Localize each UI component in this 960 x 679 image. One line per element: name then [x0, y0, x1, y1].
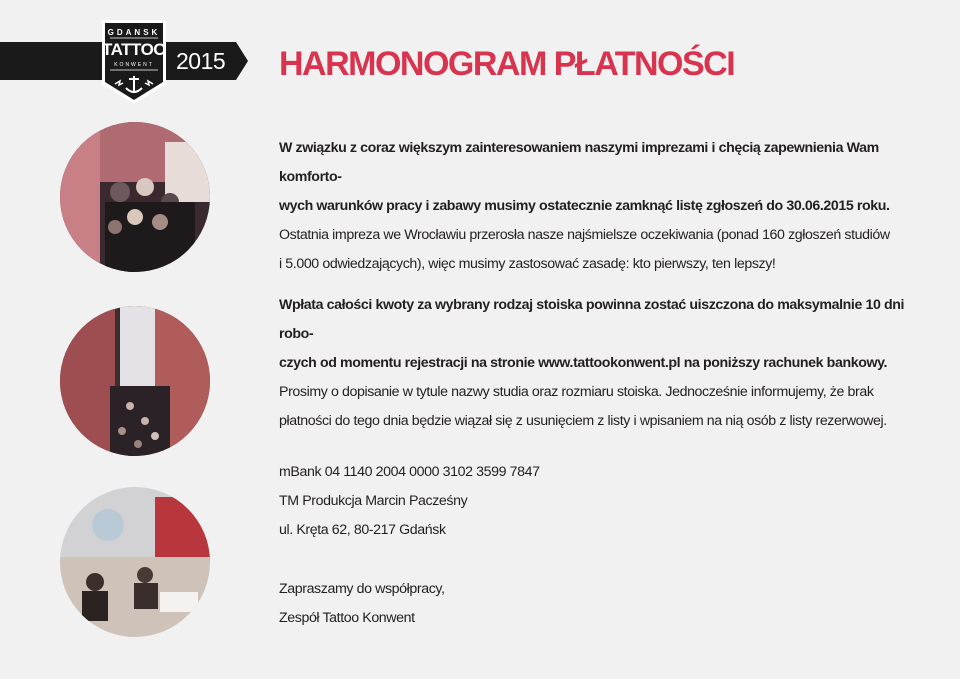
logo-text-top: GDANSK — [107, 28, 161, 37]
bank-account-number: mBank 04 1140 2004 0000 3102 3599 7847 — [279, 464, 540, 480]
document-body — [279, 134, 939, 633]
event-photo-hall-aerial — [60, 306, 210, 456]
closing-signature: Zespół Tattoo Konwent — [279, 610, 415, 626]
payment-bold-line-2: czych od momentu rejestracji na stronie www.tattookonwent.pl na poniższy rachunek bankowy. — [279, 355, 888, 371]
gdansk-tattoo-konwent-logo — [98, 18, 170, 106]
bank-account-holder: TM Produkcja Marcin Pacześny — [279, 493, 468, 509]
paragraph-intro — [279, 134, 939, 279]
year-label: 2015 — [176, 48, 226, 74]
event-photo-crowd-indoor — [60, 122, 210, 272]
logo-text-bottom: KONWENT — [114, 62, 154, 68]
closing-line-1: Zapraszamy do współpracy, — [279, 581, 445, 597]
event-photo-outdoor-lounge — [60, 487, 210, 637]
payment-line-1: Prosimy o dopisanie w tytule nazwy studia oraz rozmiaru stoiska. Jednocześnie informujemy, że brak — [279, 384, 874, 400]
intro-bold-line-1: W związku z coraz większym zainteresowaniem naszymi imprezami i chęcią zapewnienia Wam komforto- — [279, 140, 879, 185]
bank-address: ul. Kręta 62, 80-217 Gdańsk — [279, 522, 446, 538]
payment-bold-line-1: Wpłata całości kwoty za wybrany rodzaj stoiska powinna zostać uiszczona do maksymalnie 10 dni robo- — [279, 297, 905, 342]
page-title: HARMONOGRAM PŁATNOŚCI — [279, 45, 735, 83]
intro-line-2: i 5.000 odwiedzających), więc musimy zastosować zasadę: kto pierwszy, ten lepszy! — [279, 256, 776, 272]
paragraph-payment — [279, 291, 939, 436]
payment-line-2: płatności do tego dnia będzie wiązał się z usunięciem z listy i wpisaniem na nią osób z listy rezerwowej. — [279, 413, 887, 429]
intro-bold-line-2: wych warunków pracy i zabawy musimy ostatecznie zamknąć listę zgłoszeń do 30.06.2015 roku. — [279, 198, 890, 214]
bank-details — [279, 458, 939, 545]
closing — [279, 575, 939, 633]
intro-line-1: Ostatnia impreza we Wrocławiu przerosła nasze najśmielsze oczekiwania (ponad 160 zgłoszeń studiów — [279, 227, 890, 243]
logo-text-main: TATTOO — [101, 40, 167, 59]
